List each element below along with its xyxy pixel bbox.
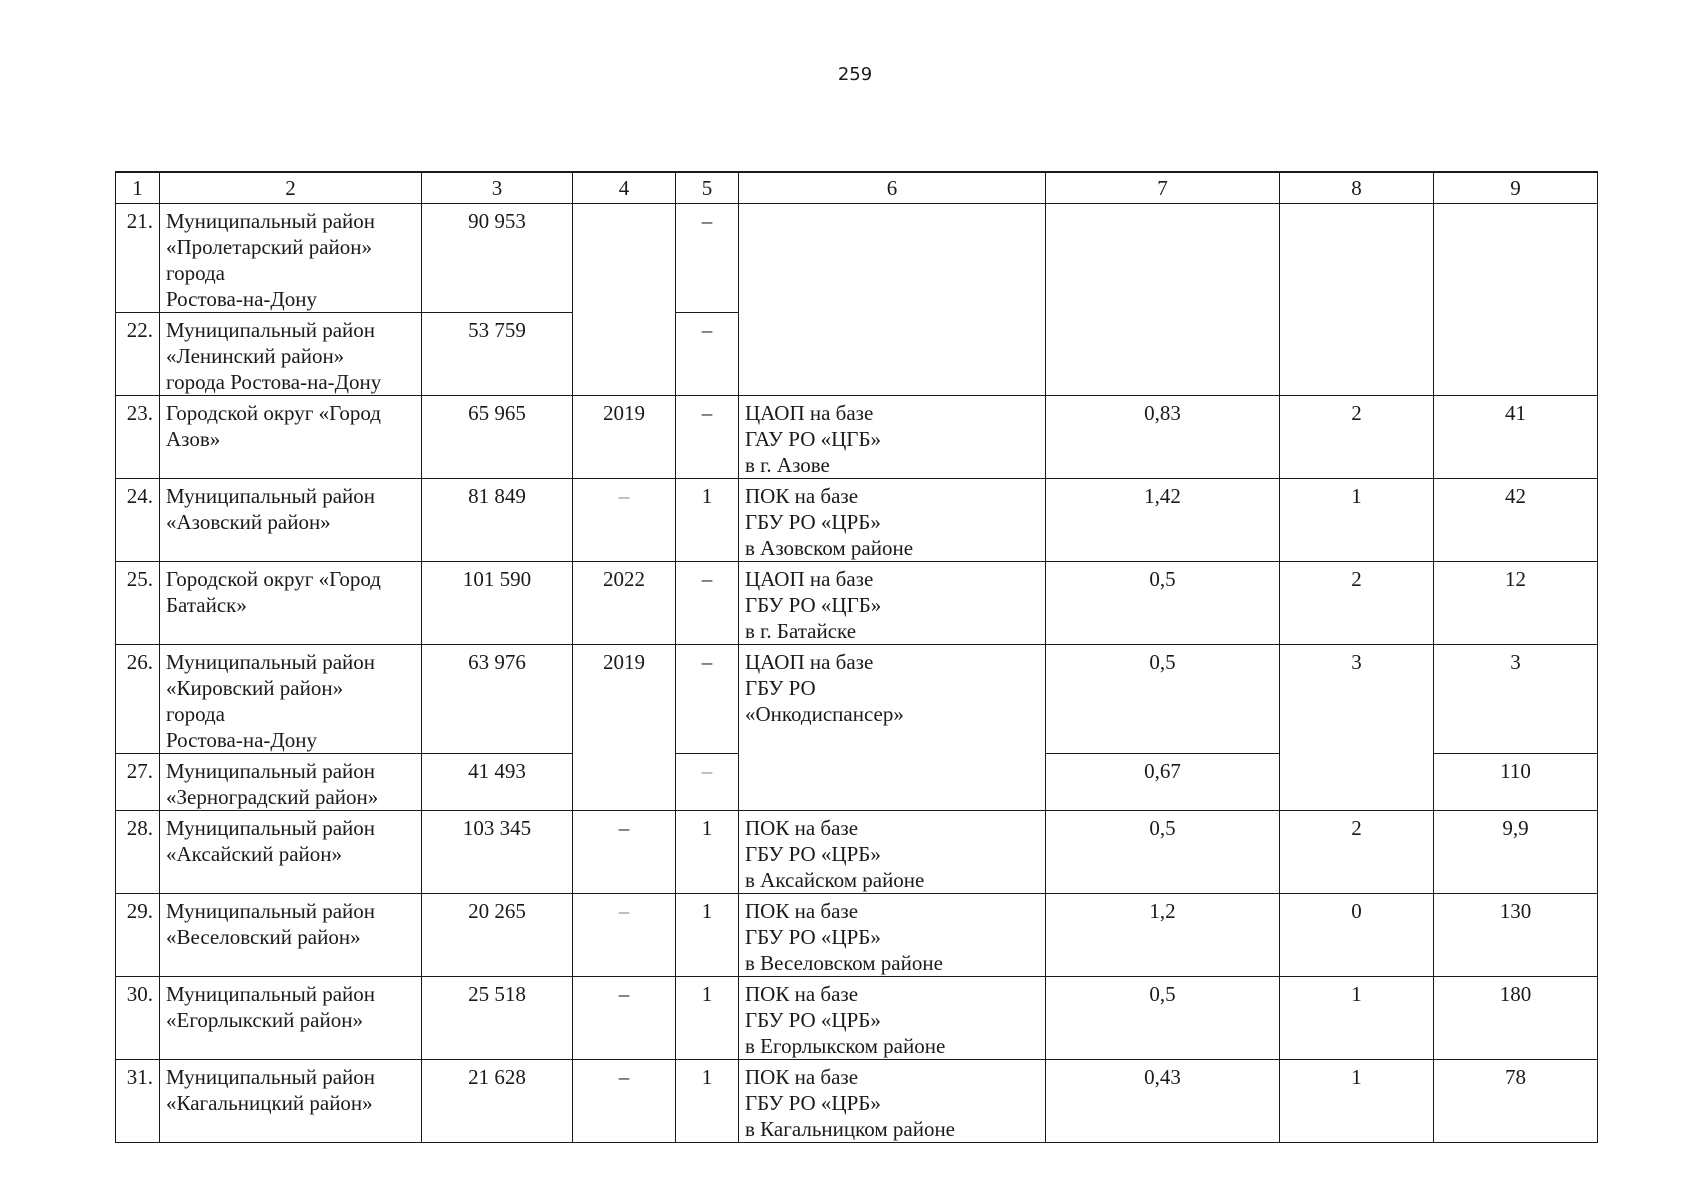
column-7-value: 0,67: [1046, 754, 1280, 811]
population-value: 90 953: [422, 204, 573, 313]
column-9-value: 130: [1434, 894, 1598, 977]
row-number: 22.: [116, 313, 160, 396]
column-9-value: 42: [1434, 479, 1598, 562]
table-row: [116, 1060, 1598, 1143]
municipality-name: Муниципальный район «Кагальницкий район»: [160, 1060, 422, 1143]
municipality-name: Муниципальный район «Пролетарский район» города Ростова-на-Дону: [160, 204, 422, 313]
column-5-value: –: [676, 754, 739, 811]
population-value: 20 265: [422, 894, 573, 977]
column-8-value: 1: [1280, 1060, 1434, 1143]
year-value: 2019: [573, 645, 676, 811]
year-value: –: [573, 894, 676, 977]
facility-name: ПОК на базе ГБУ РО «ЦРБ» в Аксайском районе: [739, 811, 1046, 894]
column-number-row: [116, 172, 1598, 204]
population-value: 81 849: [422, 479, 573, 562]
table-row: [116, 977, 1598, 1060]
row-number: 24.: [116, 479, 160, 562]
facility-name: ПОК на базе ГБУ РО «ЦРБ» в Кагальницком районе: [739, 1060, 1046, 1143]
facilities-table: [115, 171, 1598, 1143]
column-8-value: 3: [1280, 645, 1434, 811]
year-value: –: [573, 479, 676, 562]
column-header: 8: [1280, 172, 1434, 204]
year-value: 2022: [573, 562, 676, 645]
column-7-value: 0,5: [1046, 645, 1280, 754]
column-9-value: 3: [1434, 645, 1598, 754]
population-value: 21 628: [422, 1060, 573, 1143]
column-8-value: 0: [1280, 894, 1434, 977]
column-header: 2: [160, 172, 422, 204]
row-number: 30.: [116, 977, 160, 1060]
column-9-value: 41: [1434, 396, 1598, 479]
municipality-name: Городской округ «Город Батайск»: [160, 562, 422, 645]
column-header: 7: [1046, 172, 1280, 204]
year-value: –: [573, 811, 676, 894]
column-8-value: 2: [1280, 562, 1434, 645]
column-7-value: 1,42: [1046, 479, 1280, 562]
column-5-value: –: [676, 562, 739, 645]
column-9-value: 78: [1434, 1060, 1598, 1143]
row-number: 29.: [116, 894, 160, 977]
facility-name: ЦАОП на базе ГБУ РО «Онкодиспансер»: [739, 645, 1046, 811]
column-5-value: 1: [676, 811, 739, 894]
table-row: [116, 562, 1598, 645]
row-number: 28.: [116, 811, 160, 894]
column-5-value: 1: [676, 1060, 739, 1143]
column-5-value: –: [676, 313, 739, 396]
population-value: 65 965: [422, 396, 573, 479]
municipality-name: Муниципальный район «Зерноградский район»: [160, 754, 422, 811]
column-9-value: 9,9: [1434, 811, 1598, 894]
column-header: 4: [573, 172, 676, 204]
column-7-value: 0,5: [1046, 977, 1280, 1060]
row-number: 31.: [116, 1060, 160, 1143]
row-number: 23.: [116, 396, 160, 479]
year-cell-empty: [573, 204, 676, 396]
column-8-value: 2: [1280, 811, 1434, 894]
facility-name: ЦАОП на базе ГБУ РО «ЦГБ» в г. Батайске: [739, 562, 1046, 645]
column-8-cell-empty: [1280, 204, 1434, 396]
column-7-value: 0,5: [1046, 811, 1280, 894]
column-9-cell-empty: [1434, 204, 1598, 396]
column-7-value: 0,43: [1046, 1060, 1280, 1143]
column-header: 3: [422, 172, 573, 204]
facility-cell-empty: [739, 204, 1046, 396]
column-header: 6: [739, 172, 1046, 204]
facility-name: ПОК на базе ГБУ РО «ЦРБ» в Егорлыкском районе: [739, 977, 1046, 1060]
municipality-name: Муниципальный район «Егорлыкский район»: [160, 977, 422, 1060]
municipality-name: Городской округ «Город Азов»: [160, 396, 422, 479]
column-header: 9: [1434, 172, 1598, 204]
column-5-value: –: [676, 396, 739, 479]
column-5-value: 1: [676, 479, 739, 562]
column-9-value: 12: [1434, 562, 1598, 645]
column-5-value: –: [676, 204, 739, 313]
municipality-name: Муниципальный район «Ленинский район» города Ростова-на-Дону: [160, 313, 422, 396]
column-5-value: –: [676, 645, 739, 754]
column-7-cell-empty: [1046, 204, 1280, 396]
row-number: 26.: [116, 645, 160, 754]
table-row: [116, 811, 1598, 894]
column-7-value: 0,83: [1046, 396, 1280, 479]
table-row: [116, 479, 1598, 562]
population-value: 63 976: [422, 645, 573, 754]
table-row: [116, 204, 1598, 313]
facility-name: ЦАОП на базе ГАУ РО «ЦГБ» в г. Азове: [739, 396, 1046, 479]
column-7-value: 1,2: [1046, 894, 1280, 977]
municipality-name: Муниципальный район «Кировский район» города Ростова-на-Дону: [160, 645, 422, 754]
population-value: 101 590: [422, 562, 573, 645]
year-value: 2019: [573, 396, 676, 479]
year-value: –: [573, 977, 676, 1060]
column-5-value: 1: [676, 894, 739, 977]
column-8-value: 1: [1280, 479, 1434, 562]
population-value: 25 518: [422, 977, 573, 1060]
column-5-value: 1: [676, 977, 739, 1060]
table-row: [116, 396, 1598, 479]
column-9-value: 180: [1434, 977, 1598, 1060]
year-value: –: [573, 1060, 676, 1143]
column-8-value: 1: [1280, 977, 1434, 1060]
population-value: 103 345: [422, 811, 573, 894]
page-number: 259: [837, 64, 873, 85]
population-value: 41 493: [422, 754, 573, 811]
municipality-name: Муниципальный район «Аксайский район»: [160, 811, 422, 894]
row-number: 25.: [116, 562, 160, 645]
population-value: 53 759: [422, 313, 573, 396]
municipality-name: Муниципальный район «Веселовский район»: [160, 894, 422, 977]
municipality-name: Муниципальный район «Азовский район»: [160, 479, 422, 562]
column-8-value: 2: [1280, 396, 1434, 479]
facility-name: ПОК на базе ГБУ РО «ЦРБ» в Веселовском районе: [739, 894, 1046, 977]
column-header: 5: [676, 172, 739, 204]
facility-name: ПОК на базе ГБУ РО «ЦРБ» в Азовском районе: [739, 479, 1046, 562]
table-row: [116, 894, 1598, 977]
row-number: 27.: [116, 754, 160, 811]
column-7-value: 0,5: [1046, 562, 1280, 645]
column-9-value: 110: [1434, 754, 1598, 811]
row-number: 21.: [116, 204, 160, 313]
table-row: [116, 645, 1598, 754]
column-header: 1: [116, 172, 160, 204]
